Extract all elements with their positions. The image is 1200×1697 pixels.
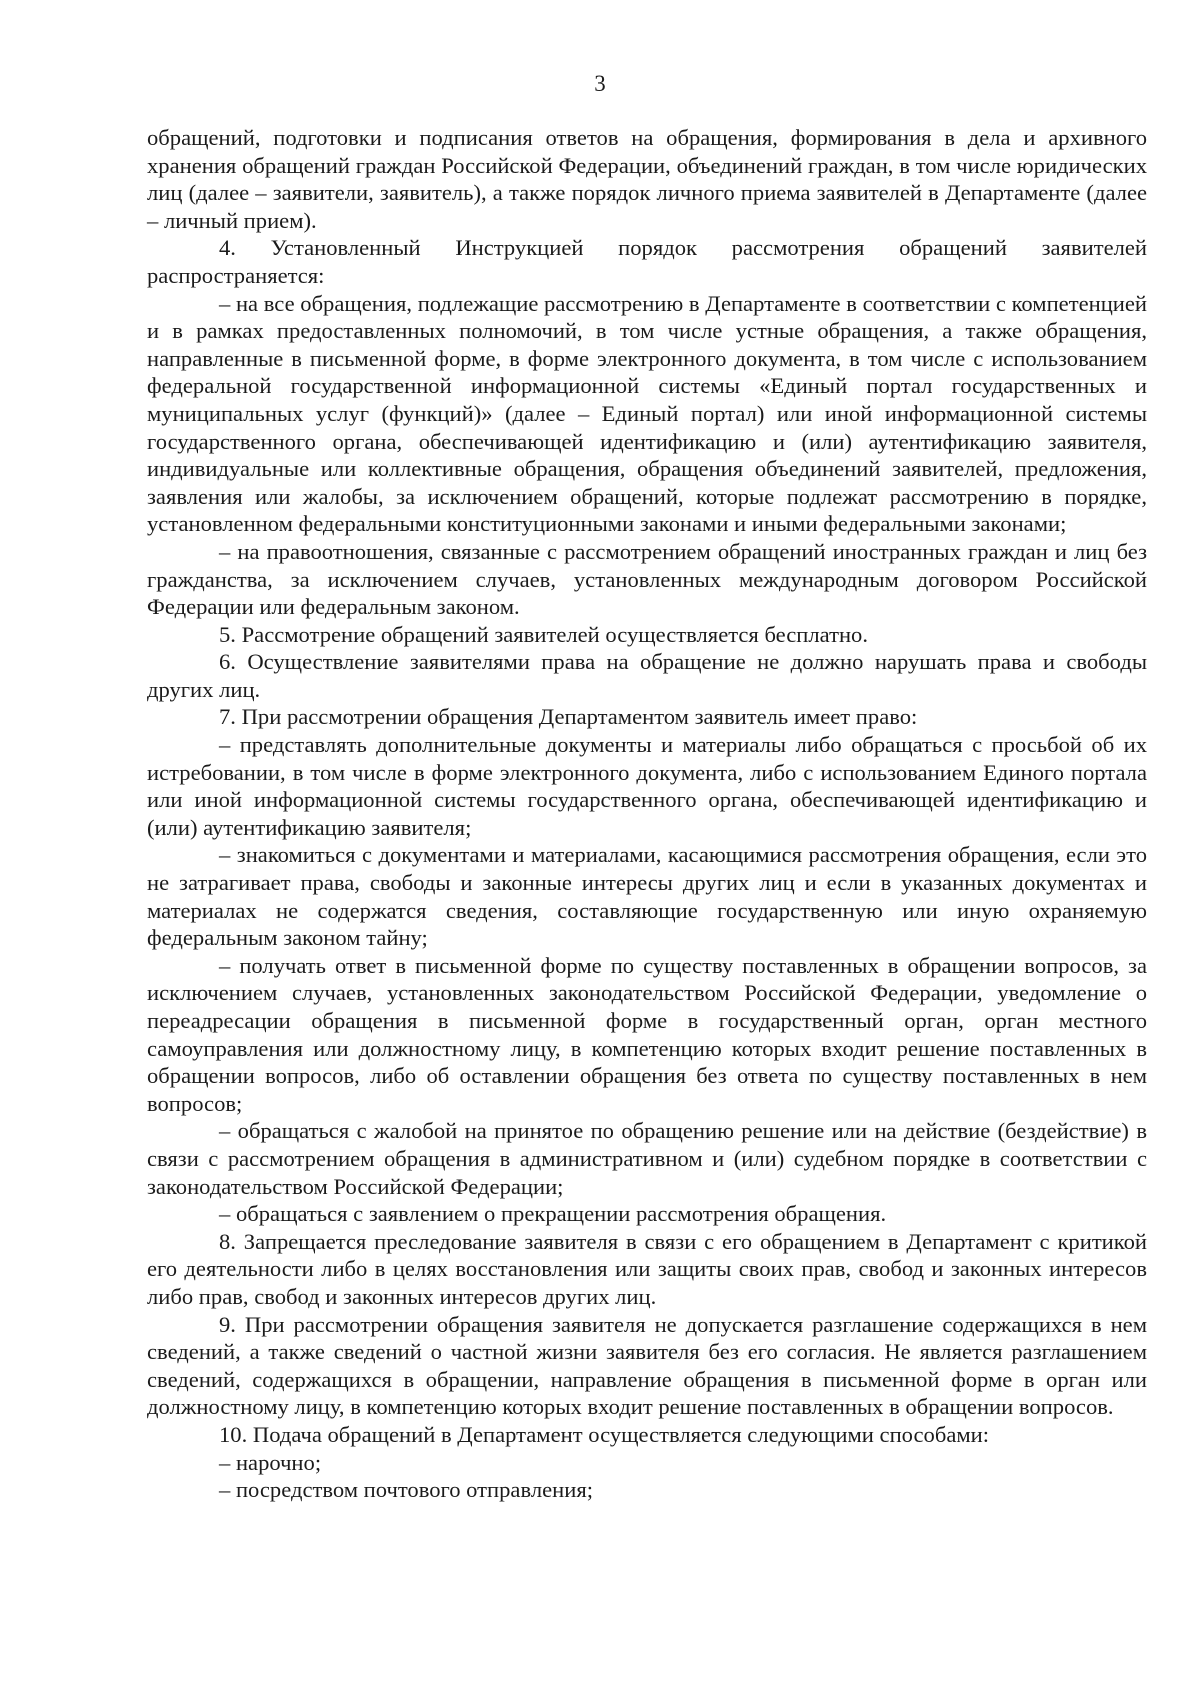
paragraph-clause-8: 8. Запрещается преследование заявителя в связи с его обращением в Департамент с критикой его деятельности либо в целях восстановления или защиты своих прав, свобод и законных интересов либо прав, свобод и законных интересов других лиц. xyxy=(147,1228,1147,1309)
paragraph-clause-5: 5. Рассмотрение обращений заявителей осуществляется бесплатно. xyxy=(219,621,868,647)
paragraph-clause-7-item-1: – представлять дополнительные документы и материалы либо обращаться с просьбой об их истребовании, в том числе в форме электронного документа, либо с использованием Единого портала или иной информационной системы государственного органа, обеспечивающей идентификацию и (или) аутентификацию заявителя; xyxy=(147,732,1147,840)
paragraph-clause-4-item-1: – на все обращения, подлежащие рассмотрению в Департаменте в соответствии с компетенцией и в рамках предоставленных полномочий, в том числе устные обращения, а также обращения, направленные в письменной форме, в форме электронного документа, в том числе с использованием федеральной государственной информационной системы «Единый портал государственных и муниципальных услуг (функций)» (далее – Единый портал) или иной информационной системы государственного органа, обеспечивающей идентификацию и (или) аутентификацию заявителя, индивидуальные или коллективные обращения, обращения объединений заявителей, предложения, заявления или жалобы, за исключением обращений, которые подлежат рассмотрению в порядке, установленном федеральными конституционными законами и иными федеральными законами; xyxy=(147,290,1147,537)
paragraph-clause-4-item-2: – на правоотношения, связанные с рассмотрением обращений иностранных граждан и лиц без гражданства, за исключением случаев, установленных международным договором Российской Федерации или федеральным законом. xyxy=(147,538,1147,620)
paragraph-clause-7-item-4: – обращаться с жалобой на принятое по обращению решение или на действие (бездействие) в связи с рассмотрением обращения в административном и (или) судебном порядке в соответствии с законодательством Российской Федерации; xyxy=(147,1118,1147,1199)
paragraph-clause-7-item-2: – знакомиться с документами и материалами, касающимися рассмотрения обращения, если это не затрагивает права, свободы и законные интересы других лиц и если в указанных документах и материалах не содержатся сведения, составляющие государственную или иную охраняемую федеральным законом тайну; xyxy=(147,842,1147,951)
paragraph-clause-7-item-5: – обращаться с заявлением о прекращении рассмотрения обращения. xyxy=(219,1201,887,1227)
document-body xyxy=(147,124,1147,1504)
paragraph-clause-10-item-2: – посредством почтового отправления; xyxy=(219,1477,593,1503)
paragraph-clause-9: 9. При рассмотрении обращения заявителя не допускается разглашение содержащихся в нем сведений, а также сведений о частной жизни заявителя без его согласия. Не является разглашением сведений, содержащихся в обращении, направление обращения в письменной форме в орган или должностному лицу, в компетенцию которых входит решение поставленных в обращении вопросов. xyxy=(147,1311,1147,1420)
paragraph-clause-7-item-3: – получать ответ в письменной форме по существу поставленных в обращении вопросов, за исключением случаев, установленных законодательством Российской Федерации, уведомление о переадресации обращения в письменной форме в государственный орган, орган местного самоуправления или должностному лицу, в компетенцию которых входит решение поставленных в обращении вопросов, либо об оставлении обращения без ответа по существу поставленных в нем вопросов; xyxy=(147,952,1147,1116)
paragraph-clause-6: 6. Осуществление заявителями права на обращение не должно нарушать права и свободы других лиц. xyxy=(147,649,1147,702)
paragraph-clause-7: 7. При рассмотрении обращения Департаментом заявитель имеет право: xyxy=(219,704,918,730)
paragraph-continuation: обращений, подготовки и подписания ответов на обращения, формирования в дела и архивного хранения обращений граждан Российской Федерации, объединений граждан, в том числе юридических лиц (далее – заявители, заявитель), а также порядок личного приема заявителей в Департаменте (далее – личный прием). xyxy=(147,125,1147,233)
paragraph-clause-10-item-1: – нарочно; xyxy=(219,1449,322,1475)
paragraph-clause-10: 10. Подача обращений в Департамент осуществляется следующими способами: xyxy=(219,1421,990,1447)
paragraph-clause-4: 4. Установленный Инструкцией порядок рассмотрения обращений заявителей распространяется: xyxy=(147,235,1147,288)
page-number: 3 xyxy=(594,71,606,96)
